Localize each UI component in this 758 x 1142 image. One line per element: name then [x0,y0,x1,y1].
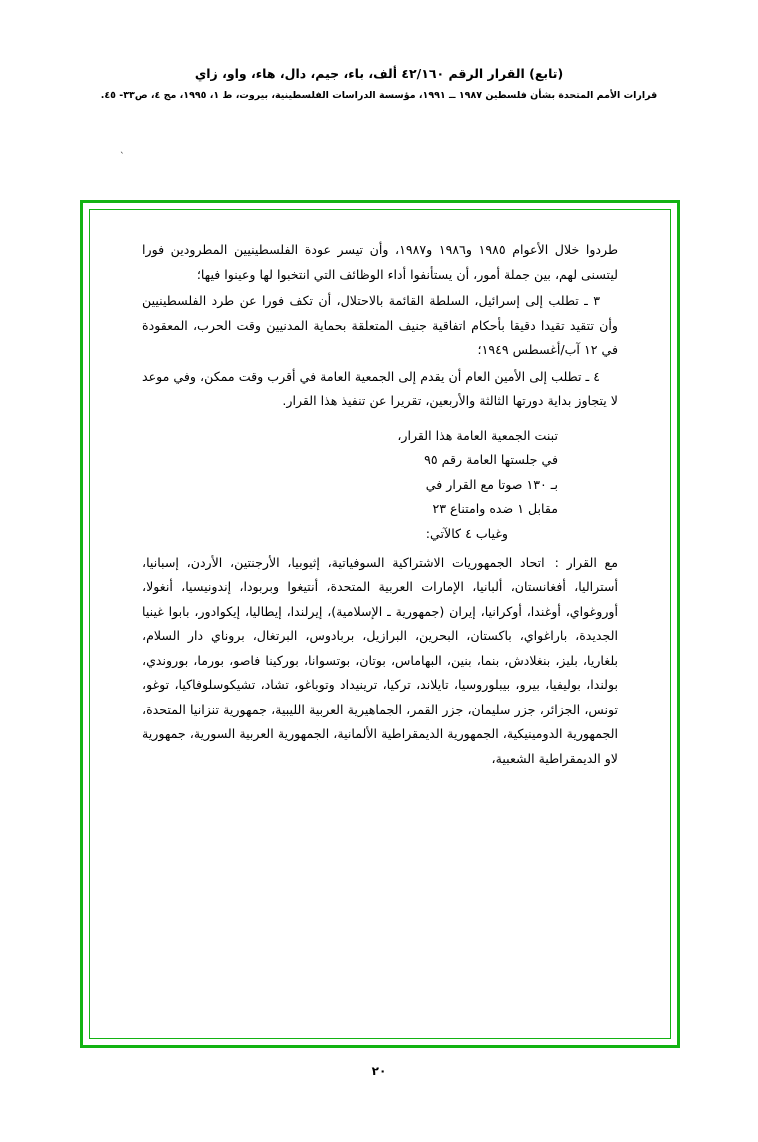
document-body [90,210,670,781]
votes-in-favour-section [142,551,618,772]
page-number: ٢٠ [371,1064,387,1078]
adoption-line: تبنت الجمعية العامة هذا القرار، [397,427,558,443]
body-paragraph: ٣ ـ تطلب إلى إسرائيل، السلطة القائمة بالاحتلال، أن تكف فورا عن طرد الفلسطينيين وأن تتقيد تقيدا دقيقا بأحكام اتفاقية جنيف المتعلقة بحماية المدنيين وقت الحرب، المعقودة في ١٢ آب/أغسطس ١٩٤٩؛ [142,293,618,358]
adoption-line: بـ ١٣٠ صوتا مع القرار في [425,476,558,492]
votes-in-favour-countries: اتحاد الجمهوريات الاشتراكية السوفياتية، إثيوبيا، الأرجنتين، الأردن، إسبانيا، أستراليا، أفغانستان، ألبانيا، الإمارات العربية المتحدة، أنتيغوا وبربودا، إندونيسيا، أنغولا، أوروغواي، أوغندا، أوكرانيا، إيران (جمهورية ـ الإسلامية)، إيرلندا، إيطاليا، إيكوادور، بابوا غينيا الجديدة، باراغواي، باكستان، البحرين، البرازيل، بربادوس، البرتغال، بروناي دار السلام، بلغاريا، بليز، بنغلادش، بنما، بنين، البهاماس، بوتان، بوتسوانا، بوركينا فاصو، بورما، بوروندي، بولندا، بوليفيا، بيرو، بيبلوروسيا، تايلاند، تركيا، ترينيداد وتوباغو، تشاد، تشيكوسلوفاكيا، توغو، تونس، الجزائر، جزر سليمان، جزر القمر، الجماهيرية العربية الليبية، جمهورية تنزانيا المتحدة، الجمهورية الدومينيكية، الجمهورية الديمقراطية الألمانية، الجمهورية العربية السورية، جمهورية لاو الديمقراطية الشعبية، [142,554,618,766]
tick-mark: ` [120,152,125,162]
green-border-frame [80,200,680,1048]
page-title: (تابع) القرار الرقم ٤٢/١٦٠ ألف، باء، جيم، دال، هاء، واو، زاي [194,66,564,81]
votes-in-favour-label: مع القرار : [554,554,618,570]
adoption-line: وغياب ٤ كالآتي: [425,526,508,542]
votes-in-favour-text [142,551,618,772]
document-page [0,64,758,1142]
adoption-line: مقابل ١ ضده وامتناع ٢٣ [432,501,558,517]
adoption-line: في جلستها العامة رقم ٩٥ [424,452,558,468]
body-paragraph: ٤ ـ تطلب إلى الأمين العام أن يقدم إلى الجمعية العامة في أقرب وقت ممكن، وفي موعد لا يتجاوز بداية دورتها الثالثة والأربعين، تقريرا عن تنفيذ هذا القرار. [142,368,618,409]
page-header [0,64,758,103]
adoption-block [142,424,618,547]
body-paragraph: طردوا خلال الأعوام ١٩٨٥ و١٩٨٦ و١٩٨٧، وأن تيسر عودة الفلسطينيين المطرودين فورا ليتسنى لهم، بين جملة أمور، أن يستأنفوا أداء الوظائف التي انتخبوا لها وعينوا فيها؛ [142,242,618,282]
green-border-inner [89,209,671,1039]
page-source-line: قرارات الأمم المتحدة بشأن فلسطين ١٩٨٧ ــ ١٩٩١، مؤسسة الدراسات الفلسطينية، بيروت، ط ١، ١٩٩٥، مج ٤، ص٣٣- ٤٥. [100,90,658,101]
